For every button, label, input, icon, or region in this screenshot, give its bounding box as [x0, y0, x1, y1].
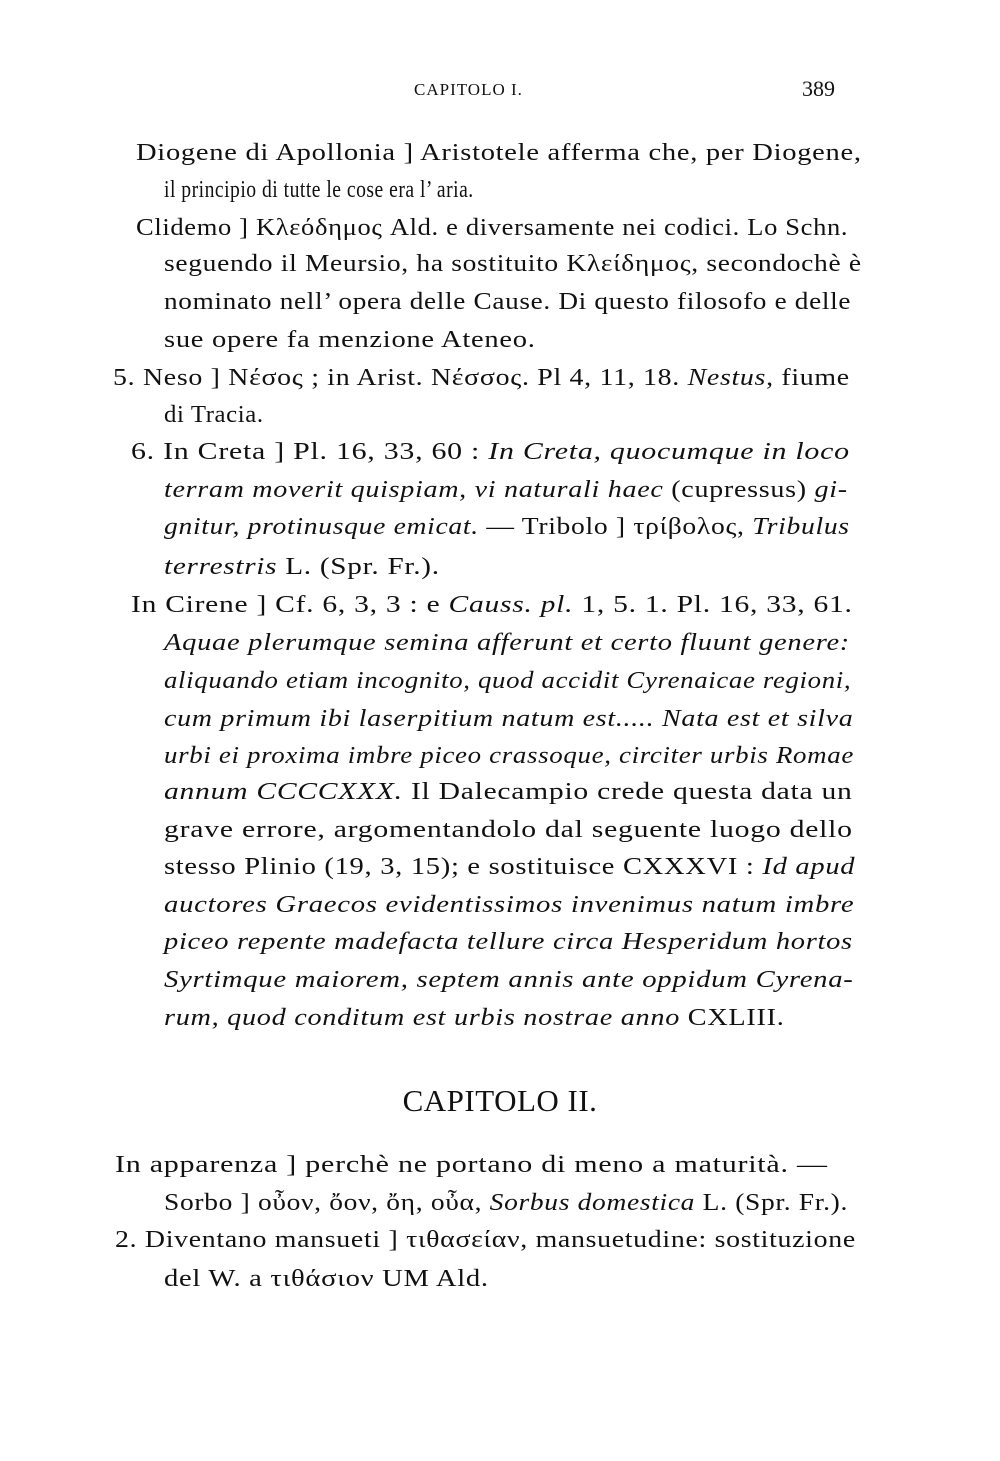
italic-text: Id apud — [762, 854, 856, 880]
text-line — [164, 815, 853, 845]
italic-text: auctores Graecos evidentissimos invenimus natum imbre — [164, 892, 855, 918]
text-segment: L. (Spr. Fr.). — [695, 1190, 849, 1216]
italic-text: annum CCCCXXX. — [164, 779, 403, 805]
italic-text: aliquando etiam incognito, quod accidit Cyrenaicae regioni, — [164, 668, 852, 694]
text-line — [164, 741, 854, 771]
italic-text: Syrtimque maiorem, septem annis ante oppidum Cyrena- — [164, 967, 854, 993]
italic-text: urbi ei proxima imbre piceo crassoque, circiter urbis Romae — [164, 743, 854, 769]
text-line — [164, 287, 851, 317]
text-segment: 6. In Creta ] Pl. 16, 33, 60 : — [131, 439, 489, 465]
text-line — [164, 175, 474, 205]
text-line — [164, 512, 850, 542]
text-segment: L. (Spr. Fr.). — [277, 554, 440, 580]
text-segment: sue opere fa menzione Ateneo. — [164, 327, 536, 353]
text-segment: Clidemo ] Κλεόδημος Ald. e diversamente nei codici. Lo Schn. — [136, 215, 849, 241]
text-segment: Il Dalecampio crede questa data un — [402, 779, 853, 805]
text-line — [164, 1003, 784, 1033]
text-segment: grave errore, argomentandolo dal seguente luogo dello — [164, 817, 853, 843]
text-segment: del W. a τιθάσιον UM Ald. — [164, 1266, 489, 1292]
text-segment: di Tracia. — [164, 402, 264, 428]
text-line — [164, 666, 851, 696]
italic-text: terrestris — [164, 554, 278, 580]
text-segment: stesso Plinio (19, 3, 15); e sostituisce CXXXVI : — [164, 854, 763, 880]
text-segment: In Cirene ] Cf. 6, 3, 3 : e — [131, 592, 449, 618]
text-line — [164, 852, 855, 882]
text-line — [164, 1264, 489, 1294]
text-line — [164, 400, 264, 430]
italic-text: Nestus — [687, 365, 767, 391]
text-line — [164, 325, 536, 355]
text-line — [113, 363, 850, 393]
text-segment: (cupressus) — [663, 477, 815, 503]
text-line — [131, 437, 850, 467]
text-segment: 1, 5. 1. Pl. 16, 33, 61. — [573, 592, 853, 618]
italic-text: gnitur, protinusque emicat. — [164, 514, 479, 540]
italic-text: terram moverit quispiam, vi naturali haec — [164, 477, 664, 503]
text-line — [164, 777, 853, 807]
text-segment: 5. Neso ] Νέσος ; in Arist. Νέσσος. Pl 4, 11, 18. — [113, 365, 688, 391]
text-segment: CXLIII. — [680, 1005, 785, 1031]
text-line — [115, 1150, 828, 1180]
page-number: 389 — [802, 76, 835, 101]
text-line — [136, 213, 848, 243]
text-line — [164, 475, 848, 505]
italic-text: Sorbus domestica — [489, 1190, 696, 1216]
text-line — [164, 1188, 848, 1218]
text-line — [164, 890, 854, 920]
italic-text: Tribulus — [752, 514, 850, 540]
text-segment: seguendo il Meursio, ha sostituito Κλείδημος, secondochè è — [164, 251, 862, 277]
text-line — [131, 590, 853, 620]
italic-text: piceo repente madefacta tellure circa Hesperidum hortos — [164, 929, 853, 955]
running-head: CAPITOLO I. — [414, 80, 523, 99]
text-segment: nominato nell’ opera delle Cause. Di questo filosofo e delle — [164, 289, 852, 315]
text-segment: , fiume — [766, 365, 850, 391]
italic-text: rum, quod conditum est urbis nostrae anno — [164, 1005, 681, 1031]
italic-text: Causs. pl. — [448, 592, 574, 618]
text-line — [164, 704, 853, 734]
text-line — [164, 927, 853, 957]
italic-text: Aquae plerumque semina afferunt et certo fluunt genere: — [164, 630, 851, 656]
italic-text: In Creta, quocumque in loco — [488, 439, 850, 465]
text-line — [164, 628, 850, 658]
text-line — [164, 965, 854, 995]
text-line — [164, 552, 440, 582]
text-segment: il principio di tutte le cose era l’ aria. — [164, 177, 474, 203]
text-segment: In apparenza ] perchè ne portano di meno a maturità. — — [115, 1152, 828, 1178]
text-line — [164, 249, 862, 279]
italic-text: cum primum ibi laserpitium natum est..... Nata est et silva — [164, 706, 854, 732]
text-segment: 2. Diventano mansueti ] τιθασείαν, mansuetudine: sostituzione — [115, 1227, 856, 1253]
text-segment: — Tribolo ] τρίβολος, — [478, 514, 753, 540]
text-line — [136, 138, 862, 168]
text-line — [115, 1225, 856, 1255]
text-segment: Diogene di Apollonia ] Aristotele afferma che, per Diogene, — [136, 140, 862, 166]
text-segment: Sorbo ] οὖον, ὄον, ὄη, οὖα, — [164, 1190, 490, 1216]
italic-text: gi- — [814, 477, 848, 503]
chapter-title: CAPITOLO II. — [402, 1083, 598, 1118]
